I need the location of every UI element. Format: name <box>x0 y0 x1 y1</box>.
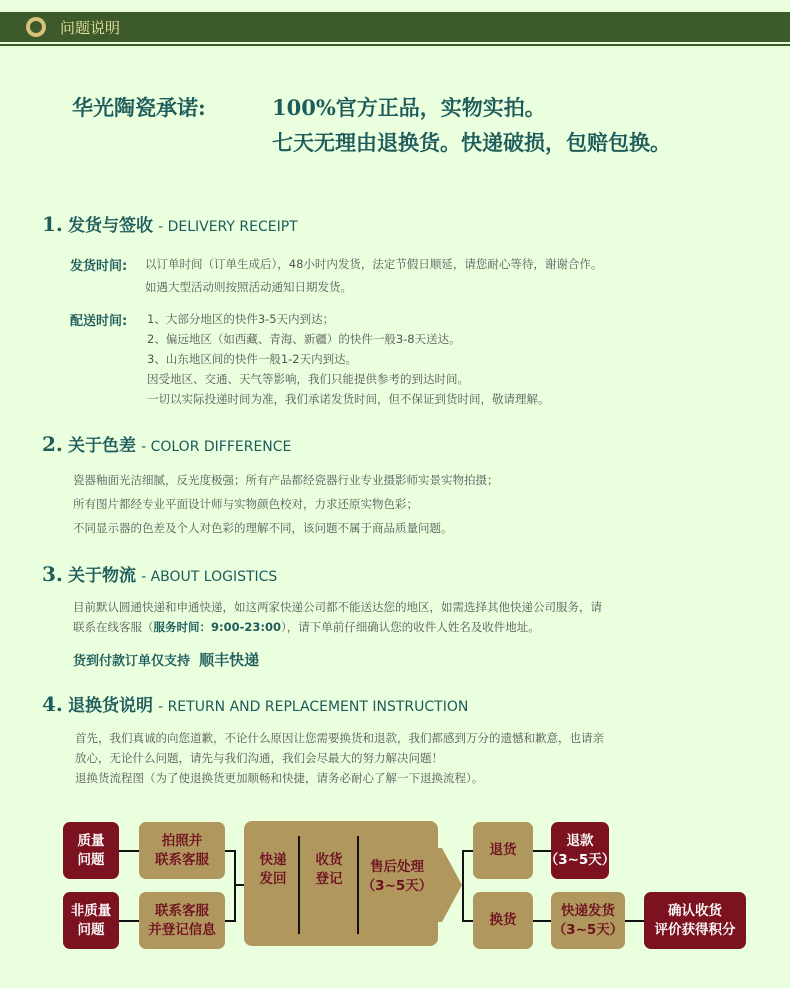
logistics-line-1: 目前默认圆通快递和申通快递，如这两家快递公司都不能送达您的地区，如需选择其他快递公司服务，请 <box>73 600 602 614</box>
logo-icon <box>26 17 46 37</box>
connector <box>234 850 236 922</box>
connector <box>462 850 473 852</box>
connector <box>462 920 473 922</box>
promise-line-2: 七天无理由退换货。快递破损，包赔包换。 <box>272 130 671 155</box>
section-heading-returns: 4. 退换货说明 - RETURN AND REPLACEMENT INSTRUCTION <box>42 692 469 716</box>
flow-arrow-icon <box>436 848 462 922</box>
dist-line-2: 2、偏远地区（如西藏、青海、新疆）的快件一般3-8天送达。 <box>147 332 461 346</box>
flow-quality-issue: 质量 问题 <box>63 822 119 879</box>
promise-line-1: 100%官方正品，实物实拍。 <box>272 95 546 120</box>
divider <box>298 836 300 934</box>
flow-photo-contact: 拍照并 联系客服 <box>139 822 225 879</box>
returns-line-2: 放心，无论什么问题，请先与我们沟通，我们会尽最大的努力解决问题！ <box>75 751 443 765</box>
flow-nonquality-issue: 非质量 问题 <box>63 892 119 949</box>
section-heading-delivery: 1. 发货与签收 - DELIVERY RECEIPT <box>42 212 298 236</box>
dist-time-label: 配送时间: <box>70 314 128 329</box>
flow-refund: 退款 （3~5天） <box>551 822 609 879</box>
dist-line-4: 因受地区、交通、天气等影响，我们只能提供参考的到达时间。 <box>147 372 469 386</box>
color-line-3: 不同显示器的色差及个人对色彩的理解不同，该问题不属于商品质量问题。 <box>73 521 453 535</box>
section-heading-logistics: 3. 关于物流 - ABOUT LOGISTICS <box>42 562 278 586</box>
ship-time-label: 发货时间: <box>70 259 128 274</box>
header-bar <box>0 12 790 42</box>
service-hours: 服务时间：9:00-23:00 <box>153 620 281 634</box>
cod-note: 货到付款订单仅支持 顺丰快递 <box>73 651 260 669</box>
connector <box>234 884 244 886</box>
dist-line-5: 一切以实际投递时间为准，我们承诺发货时间，但不保证到货时间，敬请理解。 <box>147 392 550 406</box>
flow-exchange: 换货 <box>473 892 533 949</box>
flow-send-back: 快递 发回 <box>259 852 287 887</box>
ship-line-2: 如遇大型活动则按照活动通知日期发货。 <box>145 280 352 294</box>
dist-line-1: 1、大部分地区的快件3-5天内到达； <box>147 312 335 326</box>
connector <box>462 850 464 922</box>
divider <box>357 836 359 934</box>
dist-line-3: 3、山东地区间的快件一般1-2天内到达。 <box>147 352 358 366</box>
color-line-2: 所有图片都经专业平面设计师与实物颜色校对，力求还原实物色彩； <box>73 497 418 511</box>
sf-express: 顺丰快递 <box>199 651 260 669</box>
section-heading-color: 2. 关于色差 - COLOR DIFFERENCE <box>42 432 292 456</box>
returns-line-1: 首先，我们真诚的向您道歉，不论什么原因让您需要换货和退款，我们都感到万分的遗憾和歉意，也请亲 <box>75 731 604 745</box>
flow-receive-register: 收货 登记 <box>315 852 343 887</box>
connector <box>625 920 644 922</box>
color-line-1: 瓷器釉面光洁细腻，反光度极强；所有产品都经瓷器行业专业摄影师实景实物拍摄； <box>73 473 499 487</box>
flow-confirm-review: 确认收货 评价获得积分 <box>644 892 746 949</box>
flow-return: 退货 <box>473 822 533 879</box>
connector <box>119 920 139 922</box>
promise-label: 华光陶瓷承诺: <box>72 95 206 120</box>
flow-contact-register: 联系客服 并登记信息 <box>139 892 225 949</box>
header-rule <box>0 44 790 46</box>
returns-line-3: 退换货流程图（为了使退换货更加顺畅和快捷，请务必耐心了解一下退换流程）。 <box>75 771 484 785</box>
ship-line-1: 以订单时间（订单生成后），48小时内发货，法定节假日顺延，请您耐心等待，谢谢合作。 <box>145 257 603 271</box>
flow-express-ship: 快递发货 （3~5天） <box>551 892 625 949</box>
flow-after-sale: 售后处理 （3~5天） <box>361 859 433 894</box>
connector <box>119 850 139 852</box>
header-title: 问题说明 <box>60 19 121 37</box>
logistics-line-2: 联系在线客服（服务时间：9:00-23:00），请下单前仔细确认您的收件人姓名及收件地址。 <box>73 620 540 634</box>
connector <box>533 920 551 922</box>
